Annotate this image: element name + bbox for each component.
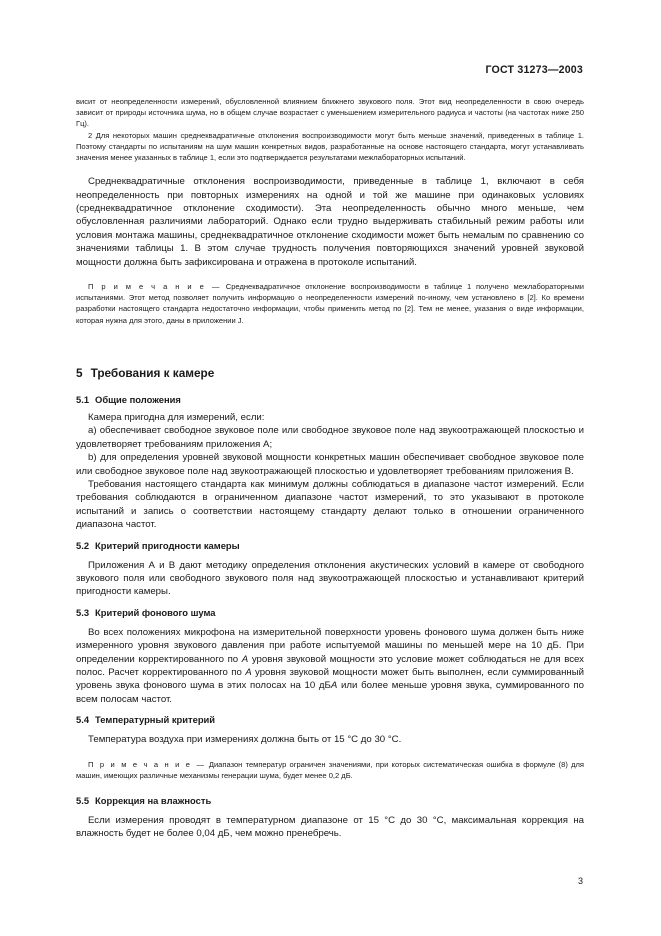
section-5-1-heading: 5.1 Общие положения [76,393,181,405]
section-5-4-heading: 5.4 Температурный критерий [76,714,216,726]
note-text: Среднеквадратичное отклонение воспроизводимости в таблице 1 получено межлабораторными испытаниями. Этот метод позволяет получить информацию о неопределенности измерений по-иному, чем установлено в [2]. Ко времени разработки настоящего стандарта недостаточно информации, чтобы применить метод по [2]. Тем не менее, указания о виде информации, которая нужна для этого, даны в приложении J. [76,282,584,325]
s51-item-a: а) обеспечивает свободное звуковое поле или свободное звуковое поле над звукоотражающей плоскостью и удовлетворяет требованиям приложения А; [76,425,584,450]
standard-header: ГОСТ 31273—2003 [485,64,583,76]
reproducibility-paragraph: Среднеквадратичные отклонения воспроизводимости, приведенные в таблице 1, включают в себя неопределенность при повторных измерениях на одной и той же машине при одинаковых условиях (среднеквадратичное отклонение сходимости). Эта неопределенность обычно много меньше, чем обусловленная различиями лабораторий. Однако если трудно выдерживать стабильный режим работы или условия монтажа машины, среднеквадратичное отклонение сходимости может быть немалым по сравнению со значениями таблицы 1. В этом случае трудность получения повторяющихся значений уровней звуковой мощности должна быть зафиксирована и отражена в протоколе испытаний. [76,176,584,268]
section-5-3-heading: 5.3 Критерий фонового шума [76,606,216,618]
s51-lead: Камера пригодна для измерений, если: [88,411,265,423]
note-2: 2 Для некоторых машин среднеквадратичные отклонения воспроизводимости могут быть меньше значений, приведенных в таблице 1. Поэтому стандарты по испытаниям на шум машин конкретных видов, разработанные на основе настоящего стандарта, могут устанавливать значения менее указанных в таблице 1, если это подтверждается результатами межлабораторных испытаний. [76,130,584,163]
s53-paragraph: Во всех положениях микрофона на измерительной поверхности уровень фонового шума должен быть ниже измеренного уровня звукового давления при работе испытуемой машины по меньшей мере на 10 дБ. При определении корректированного по А уровня звуковой мощности это условие может соблюдаться не для всех полос. Расчет корректированного по А уровня звуковой мощности может быть выполнен, если суммированный уровень звука фонового шума в этих полосах на 10 дБА или более меньше уровня звука, суммированного по всем полосам частот. [76,626,584,705]
note-table1 [76,281,584,326]
s54-paragraph: Температура воздуха при измерениях должна быть от 15 °С до 30 °С. [88,734,402,746]
page-number: 3 [577,876,583,886]
s51-item-b: b) для определения уровней звуковой мощности конкретных машин обеспечивает свободное звуковое поле или свободное звуковое поле над звукоотражающей плоскостью и удовлетворяет требованиям приложения В. [76,452,584,477]
note-continuation: висит от неопределенности измерений, обусловленной влиянием ближнего звукового поля. Этот вид неопределенности в свою очередь зависит от природы источника шума, но в общем случае возрастает с уменьшением измерительного радиуса и частоты (на частотах ниже 250 Гц). [76,97,584,129]
section-5-5-heading: 5.5 Коррекция на влажность [76,795,212,806]
section-5-2-heading: 5.2 Критерий пригодности камеры [76,539,240,551]
note-label: П р и м е ч а н и е — [88,282,221,292]
s51-paragraph: Требования настоящего стандарта как минимум должны соблюдаться в диапазоне частот измерений. Если требования соблюдаются в ограниченном диапазоне частот измерений, то это указывают в протоколе испытаний и запись о соответствии настоящему стандарту делают только в отношении ограниченного диапазона частот. [76,478,584,531]
section-5-heading: 5 Требования к камере [76,365,215,380]
s52-paragraph: Приложения А и В дают методику определения отклонения акустических условий в камере от свободного звукового поля или свободного звукового поля над звукоотражающей плоскостью и устанавливают критерий пригодности камеры. [76,559,584,598]
page-body [76,96,584,841]
s55-paragraph: Если измерения проводят в температурном диапазоне от 15 °С до 30 °С, максимальная коррекция на влажность будет не более 0,04 дБ, чем можно пренебречь. [76,815,584,840]
s54-note: П р и м е ч а н и е — Диапазон температур ограничен значениями, при которых систематическая ошибка в формуле (8) для машин, имеющих различные механизмы генерации шума, будет менее 0,2 дБ. [76,759,584,780]
